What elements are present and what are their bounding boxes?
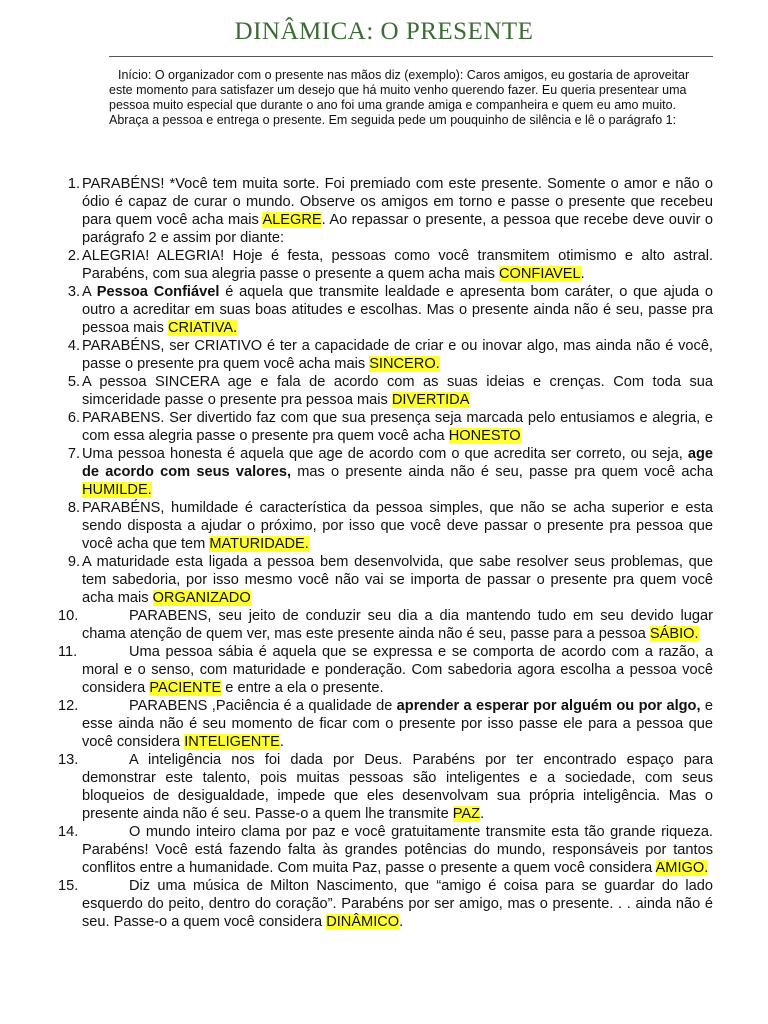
list-item-number: 6. — [67, 410, 80, 426]
list-item — [0, 751, 768, 823]
list-item-text: PARABENS ,Paciência é a qualidade de — [129, 698, 397, 714]
list-item-text: A pessoa SINCERA age e fala de acordo com as suas ideias e crenças. Com toda sua simceridade passe o presente pra pessoa mais — [82, 374, 713, 408]
highlighted-quality: CONFIAVEL — [498, 266, 581, 282]
list-item-number: 8. — [67, 500, 80, 516]
list-item — [0, 337, 768, 373]
intro-text: Início: O organizador com o presente nas mãos diz (exemplo): Caros amigos, eu gostaria de aproveitar este momento para satisfazer um desejo que há muito venho querendo fazer. Eu queria presentear uma pessoa muito especial que durante o ano foi uma grande amiga e companheira e quem eu amo muito. Abraça a pessoa e entrega o presente. Em seguida pede um pouquinho de silência e lê o parágrafo 1: — [109, 68, 690, 127]
list-item-text: A inteligência nos foi dada por Deus. Parabéns por ter encontrado espaço para demonstrar este talento, pois muitas pessoas são inteligentes e a sociedade, com seus bloqueios de desigualdade, impede que eles desenvolvam sua própria inteligência. Mas o presente ainda não é seu. Passe-o a quem lhe transmite — [82, 752, 713, 822]
list-item — [0, 247, 768, 283]
list-item-number: 5. — [67, 374, 80, 390]
list-item-text: O mundo inteiro clama por paz e você gratuitamente transmite esta tão grande riqueza. Parabéns! Você está fazendo falta às grandes potências do mundo, responsáveis por tantos conflitos entre a humanidade. Com muita Paz, passe o presente a quem você considera — [82, 824, 713, 876]
list-item-text: . Ao repassar o presente, a pessoa que recebe deve ouvir o parágrafo 2 e assim por diante: — [82, 212, 714, 246]
list-item-text: Diz uma música de Milton Nascimento, que “amigo é coisa para se guardar do lado esquerdo do peito, dentro do coração”. Parabéns por ser amigo, mas o presente. . . ainda não é seu. Passe-o a quem você considera — [82, 878, 713, 930]
list-item-bold-text: age de acordo com seus valores, — [82, 446, 713, 480]
numbered-list — [0, 175, 768, 931]
highlighted-quality: INTELIGENTE — [184, 734, 280, 750]
list-item — [0, 175, 768, 247]
list-item-text: PARABÉNS, humildade é característica da pessoa simples, que não se acha superior e esta sendo disposta a ajudar o próximo, por isso que você deve passar o presente pra pessoa que você acha que tem — [82, 500, 713, 552]
list-item-text: A — [82, 284, 97, 300]
list-item-number: 13. — [58, 752, 79, 768]
list-item-text: e entre a ela o presente. — [221, 680, 384, 696]
list-item — [0, 697, 768, 751]
list-item-text: . — [480, 806, 485, 822]
list-item-number: 2. — [67, 248, 80, 264]
title-divider — [109, 56, 713, 57]
list-item-text: A maturidade esta ligada a pessoa bem desenvolvida, que sabe resolver seus problemas, que tem sabedoria, por isso mesmo você não vai se importa de passar o presente pra quem você acha mais — [82, 554, 713, 606]
highlighted-quality: CRIATIVA. — [167, 320, 238, 336]
intro-paragraph — [109, 68, 715, 128]
list-item — [0, 499, 768, 553]
list-item-number: 4. — [67, 338, 80, 354]
list-item-text: PARABÉNS, ser CRIATIVO é ter a capacidade de criar e ou inovar algo, mas ainda não é você, passe o presente pra quem você acha mais — [82, 338, 713, 372]
list-item-text: . — [580, 266, 585, 282]
list-item-number: 10. — [58, 608, 79, 624]
highlighted-quality: ALEGRE — [262, 212, 322, 228]
highlighted-quality: SINCERO. — [369, 356, 440, 372]
list-item — [0, 607, 768, 643]
highlighted-quality: PAZ — [452, 806, 481, 822]
list-item — [0, 283, 768, 337]
document-title: DINÂMICA: O PRESENTE — [234, 18, 534, 45]
highlighted-quality: AMIGO. — [655, 860, 709, 876]
list-item-number: 9. — [67, 554, 80, 570]
highlighted-quality: ORGANIZADO — [152, 590, 251, 606]
list-item-number: 11. — [58, 644, 78, 660]
list-item-text: PARABENS. Ser divertido faz com que sua presença seja marcada pelo entusiamos e alegria, e com essa alegria passe o presente pra quem você acha — [82, 410, 713, 444]
list-item — [0, 823, 768, 877]
list-item-text: mas o presente ainda não é seu, passe pra quem você acha — [291, 464, 713, 480]
list-item — [0, 373, 768, 409]
highlighted-quality: MATURIDADE. — [209, 536, 309, 552]
list-item-bold-text: Pessoa Confiável — [96, 284, 220, 300]
list-item-text: . — [279, 734, 284, 750]
list-item-number: 14. — [58, 824, 79, 840]
list-item-number: 12. — [58, 698, 79, 714]
highlighted-quality: DIVERTIDA — [391, 392, 470, 408]
list-item — [0, 553, 768, 607]
highlighted-quality: PACIENTE — [149, 680, 222, 696]
list-item — [0, 877, 768, 931]
list-item — [0, 643, 768, 697]
highlighted-quality: HUMILDE. — [82, 482, 152, 498]
list-item-bold-text: aprender a esperar por alguém ou por algo, — [396, 698, 701, 714]
highlighted-quality: DINÂMICO — [326, 914, 400, 930]
list-item-text: ALEGRIA! ALEGRIA! Hoje é festa, pessoas como você transmitem otimismo e alto astral. Parabéns, com sua alegria passe o presente a quem acha mais — [82, 248, 713, 282]
list-item-text: é aquela que transmite lealdade e apresenta bom caráter, o que ajuda o outro a acreditar em suas boas atitudes e escolhas. Mas o presente ainda não é seu, passe pra pessoa mais — [82, 284, 714, 336]
list-item-number: 15. — [58, 878, 79, 894]
list-item-text: Uma pessoa honesta é aquela que age de acordo com o que acredita ser correto, ou seja, — [82, 446, 688, 462]
list-item-number: 3. — [67, 284, 80, 300]
list-item — [0, 445, 768, 499]
highlighted-quality: SÁBIO. — [649, 626, 699, 642]
list-item-text: PARABÉNS! *Você tem muita sorte. Foi premiado com este presente. Somente o amor e não o ódio é capaz de curar o mundo. Observe os amigos em torno e passe o presente que recebeu para quem você acha mais — [82, 176, 713, 228]
list-item-text: PARABENS, seu jeito de conduzir seu dia a dia mantendo tudo em seu devido lugar chama atenção de quem ver, mas este presente ainda não é seu, passe para a pessoa — [82, 608, 713, 642]
list-item-number: 1. — [67, 176, 80, 192]
highlighted-quality: HONESTO — [448, 428, 521, 444]
list-item-text: e esse ainda não é seu momento de ficar com o presente por isso passe ele para a pessoa que você considera — [82, 698, 713, 750]
list-item — [0, 409, 768, 445]
list-item-text: . — [399, 914, 404, 930]
list-item-number: 7. — [67, 446, 80, 462]
list-item-text: Uma pessoa sábia é aquela que se expressa e se comporta de acordo com a razão, a moral e o senso, com maturidade e ponderação. Com sabedoria agora escolha a pessoa você considera — [82, 644, 713, 696]
